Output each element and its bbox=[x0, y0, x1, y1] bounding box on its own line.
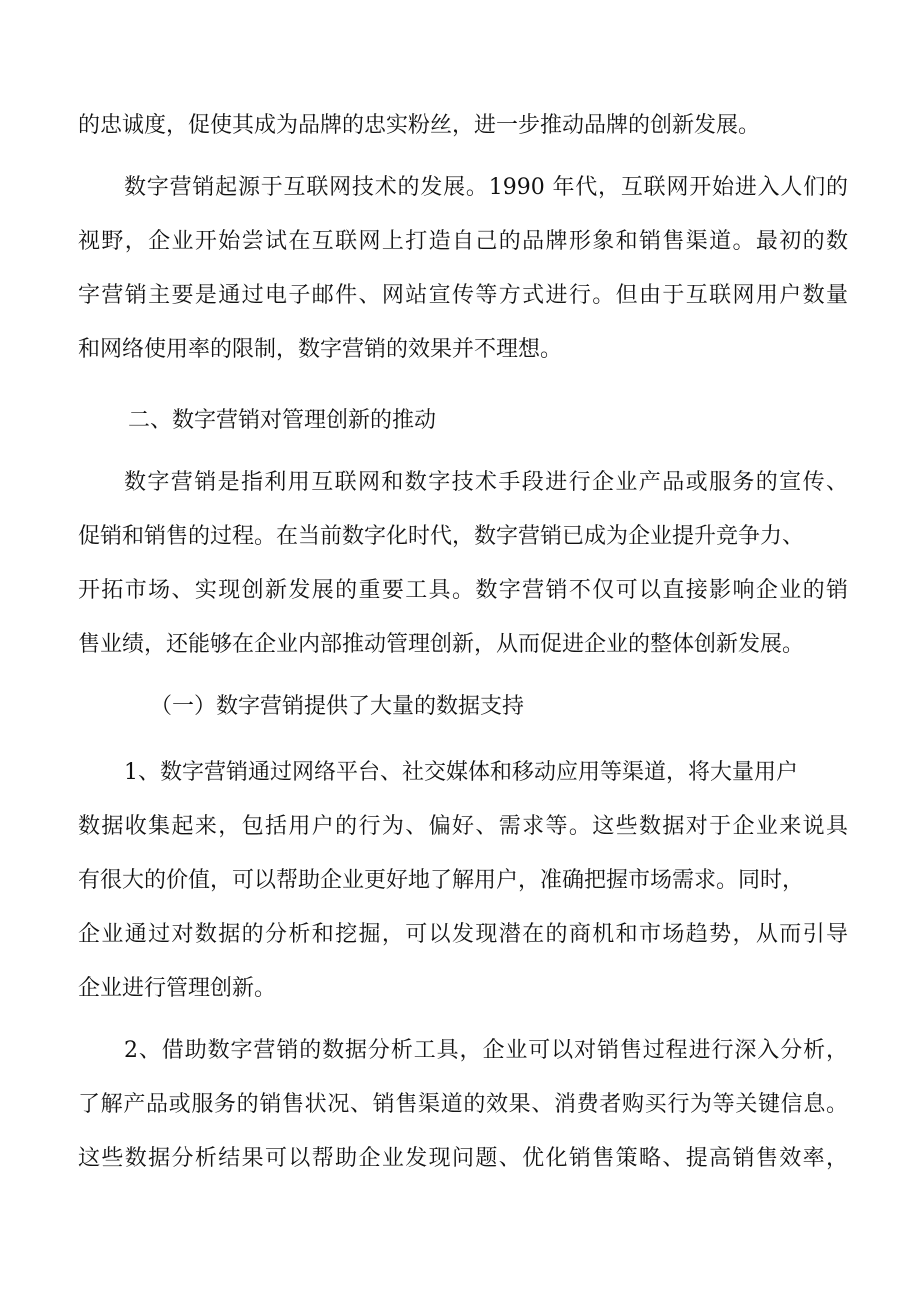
section-heading: 二、数字营销对管理创新的推动 bbox=[128, 408, 437, 433]
paragraph-line: 视野，企业开始尝试在互联网上打造自己的品牌形象和销售渠道。最初的数 bbox=[78, 229, 848, 254]
paragraph-line: 数据收集起来，包括用户的行为、偏好、需求等。这些数据对于企业来说具 bbox=[78, 814, 848, 839]
paragraph-line: 了解产品或服务的销售状况、销售渠道的效果、消费者购买行为等关键信息。 bbox=[78, 1092, 848, 1117]
paragraph-line: 促销和销售的过程。在当前数字化时代，数字营销已成为企业提升竞争力、 bbox=[78, 524, 805, 549]
paragraph-line: 企业进行管理创新。 bbox=[78, 976, 277, 1001]
paragraph-line: 数字营销是指利用互联网和数字技术手段进行企业产品或服务的宣传、 bbox=[124, 470, 848, 495]
paragraph-line: 售业绩，还能够在企业内部推动管理创新，从而促进企业的整体创新发展。 bbox=[78, 632, 805, 657]
paragraph-line: 2、借助数字营销的数据分析工具，企业可以对销售过程进行深入分析， bbox=[124, 1038, 848, 1063]
paragraph-line: 数字营销起源于互联网技术的发展。1990 年代，互联网开始进入人们的 bbox=[124, 175, 848, 200]
paragraph-line: 1、数字营销通过网络平台、社交媒体和移动应用等渠道，将大量用户 bbox=[124, 760, 798, 785]
subsection-heading: （一）数字营销提供了大量的数据支持 bbox=[150, 694, 525, 719]
paragraph-line: 开拓市场、实现创新发展的重要工具。数字营销不仅可以直接影响企业的销 bbox=[78, 578, 848, 603]
paragraph-line: 字营销主要是通过电子邮件、网站宣传等方式进行。但由于互联网用户数量 bbox=[78, 283, 848, 308]
paragraph-line: 和网络使用率的限制，数字营销的效果并不理想。 bbox=[78, 337, 563, 362]
paragraph-line: 企业通过对数据的分析和挖掘，可以发现潜在的商机和市场趋势，从而引导 bbox=[78, 922, 848, 947]
paragraph-line: 的忠诚度，促使其成为品牌的忠实粉丝，进一步推动品牌的创新发展。 bbox=[78, 113, 761, 138]
paragraph-line: 有很大的价值，可以帮助企业更好地了解用户，准确把握市场需求。同时， bbox=[78, 868, 805, 893]
paragraph-line: 这些数据分析结果可以帮助企业发现问题、优化销售策略、提高销售效率， bbox=[78, 1146, 848, 1171]
